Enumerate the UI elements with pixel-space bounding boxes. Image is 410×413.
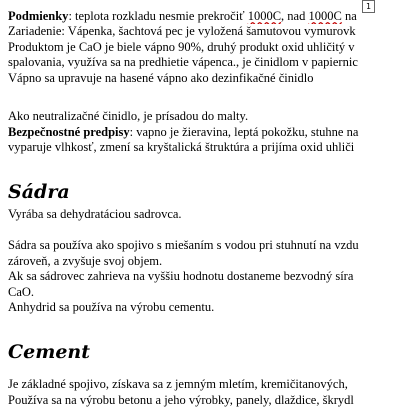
sadra-line-4: Ak sa sádrovec zahrieva na vyššiu hodnotu dostaneme bezvodný síra	[8, 269, 354, 283]
temperature-value-2: 1000C	[308, 9, 342, 23]
sadra-line-1: Vyrába sa dehydratáciou sadrovca.	[8, 207, 182, 221]
cement-line-2: Používa sa na výrobu betonu a jeho výrobky, panely, dlaždice, škrydl	[8, 393, 354, 407]
temperature-value-1: 1000C	[247, 9, 282, 23]
neutralization-line: Ako neutralizačné činidlo, je prísadou do malty.	[8, 109, 249, 123]
sadra-line-5: CaO.	[8, 285, 35, 299]
comment-marker[interactable]: 1	[362, 0, 375, 13]
cement-heading: Cement	[8, 341, 90, 363]
slaked-lime-line: Vápno sa upravuje na hasené vápno ako dezinfikačné činidlo	[8, 71, 314, 85]
sadra-heading: Sádra	[8, 181, 70, 203]
cement-line-1: Je základné spojivo, získava sa z jemným mletím, kremičitanových,	[8, 377, 348, 391]
conditions-label: Podmienky	[8, 9, 69, 23]
safety-label: Bezpečnostné predpisy	[8, 125, 130, 139]
conditions-text-b: , nad	[281, 9, 309, 23]
equipment-line: Zariadenie: Vápenka, šachtová pec je vyložená šamutovou vymurovk	[8, 24, 356, 38]
sadra-line-2: Sádra sa používa ako spojivo s miešaním s vodou pri stuhnutí na vzdu	[8, 238, 359, 252]
sadra-line-6: Anhydrid sa používa na výrobu cementu.	[8, 300, 215, 314]
safety-line	[8, 125, 410, 140]
crystal-structure-line: vyparuje vlhkosť, zmení sa kryštalická štruktúra a prijíma oxid uhliči	[8, 140, 355, 154]
conditions-text-c: na	[341, 9, 357, 23]
conditions-line	[8, 9, 410, 24]
combustion-line: spalovania, využíva sa na predhietie vápenca., je činidlom v papiernic	[8, 55, 358, 69]
sadra-line-3: zároveň, a zvyšuje svoj objem.	[8, 254, 163, 268]
conditions-text-a: : teplota rozkladu nesmie prekročiť	[68, 9, 248, 23]
safety-text: : vapno je žieravina, leptá pokožku, stuhne na	[129, 125, 359, 139]
product-line: Produktom je CaO je biele vápno 90%, druhý produkt oxid uhličitý v	[8, 40, 355, 54]
